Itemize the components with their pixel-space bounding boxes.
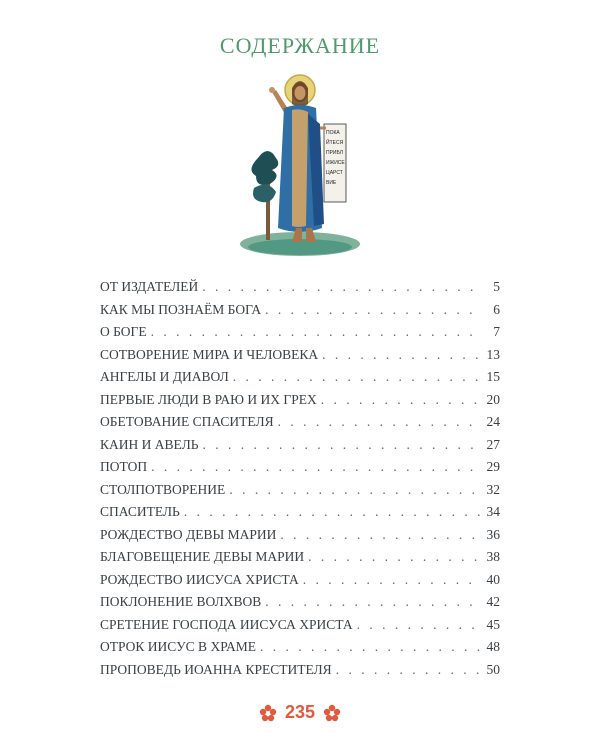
dot-leader xyxy=(151,456,482,479)
toc-entry[interactable] xyxy=(100,344,500,367)
toc-entry-title: СПАСИТЕЛЬ xyxy=(100,504,180,519)
toc-entry-page: 32 xyxy=(486,481,500,497)
dot-leader xyxy=(202,276,482,299)
dot-leader xyxy=(265,591,482,614)
dot-leader xyxy=(229,479,482,502)
dot-leader xyxy=(321,389,482,412)
table-of-contents xyxy=(100,276,500,681)
svg-text:ПОКА: ПОКА xyxy=(326,130,340,136)
toc-entry[interactable] xyxy=(100,569,500,592)
toc-entry-page: 50 xyxy=(486,661,500,677)
toc-entry-page: 36 xyxy=(486,526,500,542)
toc-entry[interactable] xyxy=(100,276,500,299)
dot-leader xyxy=(280,524,482,547)
dot-leader xyxy=(260,636,482,659)
toc-entry-page: 7 xyxy=(493,324,500,339)
toc-entry-title: ПРОПОВЕДЬ ИОАННА КРЕСТИТЕЛЯ xyxy=(100,661,332,677)
toc-entry-title: ОТРОК ИИСУС В ХРАМЕ xyxy=(100,639,256,654)
toc-entry-title: ОБЕТОВАНИЕ СПАСИТЕЛЯ xyxy=(100,414,274,429)
dot-leader xyxy=(308,546,482,569)
toc-entry-page: 45 xyxy=(486,616,500,632)
flower-ornament-icon xyxy=(259,704,277,722)
toc-entry-page: 42 xyxy=(486,594,500,609)
svg-text:ИЖИСЕ: ИЖИСЕ xyxy=(326,160,345,166)
svg-text:ЦАРСТ: ЦАРСТ xyxy=(326,170,343,176)
toc-entry[interactable] xyxy=(100,659,500,682)
toc-entry[interactable] xyxy=(100,299,500,322)
toc-entry[interactable] xyxy=(100,591,500,614)
toc-entry-page: 29 xyxy=(486,459,500,474)
toc-entry-page: 27 xyxy=(486,436,500,452)
toc-entry[interactable] xyxy=(100,636,500,659)
toc-entry-title: СОТВОРЕНИЕ МИРА И ЧЕЛОВЕКА xyxy=(100,346,319,362)
toc-entry[interactable] xyxy=(100,411,500,434)
toc-entry-title: РОЖДЕСТВО ИИСУСА ХРИСТА xyxy=(100,571,299,587)
toc-entry-page: 6 xyxy=(493,301,500,317)
toc-entry-page: 5 xyxy=(493,279,500,294)
toc-entry-title: БЛАГОВЕЩЕНИЕ ДЕВЫ МАРИИ xyxy=(100,549,305,564)
toc-entry-title: КАК МЫ ПОЗНАЁМ БОГА xyxy=(100,301,262,317)
dot-leader xyxy=(303,569,482,592)
toc-entry-page: 15 xyxy=(486,369,500,384)
svg-text:ВИЕ: ВИЕ xyxy=(326,180,337,186)
toc-entry[interactable] xyxy=(100,479,500,502)
toc-entry[interactable] xyxy=(100,456,500,479)
toc-entry-title: СРЕТЕНИЕ ГОСПОДА ИИСУСА ХРИСТА xyxy=(100,616,353,632)
toc-entry[interactable] xyxy=(100,389,500,412)
flower-ornament-icon xyxy=(323,704,341,722)
toc-entry-title: ОТ ИЗДАТЕЛЕЙ xyxy=(100,279,199,294)
toc-entry-title: РОЖДЕСТВО ДЕВЫ МАРИИ xyxy=(100,526,277,542)
page-footer xyxy=(0,702,600,723)
toc-entry-page: 48 xyxy=(486,639,500,654)
toc-entry-title: ПЕРВЫЕ ЛЮДИ В РАЮ И ИХ ГРЕХ xyxy=(100,391,317,407)
toc-entry[interactable] xyxy=(100,366,500,389)
dot-leader xyxy=(278,411,482,434)
page-number: 235 xyxy=(284,702,316,722)
toc-entry[interactable] xyxy=(100,614,500,637)
toc-entry[interactable] xyxy=(100,546,500,569)
toc-entry-title: АНГЕЛЫ И ДИАВОЛ xyxy=(100,369,229,384)
toc-entry-title: ПОТОП xyxy=(100,459,148,474)
toc-entry-title: СТОЛПОТВОРЕНИЕ xyxy=(100,481,226,497)
toc-entry[interactable] xyxy=(100,434,500,457)
dot-leader xyxy=(184,501,482,524)
saint-john-baptist-icon xyxy=(236,68,364,260)
toc-entry-page: 20 xyxy=(486,391,500,407)
toc-entry-page: 24 xyxy=(486,414,500,429)
toc-entry[interactable] xyxy=(100,524,500,547)
dot-leader xyxy=(265,299,482,322)
dot-leader xyxy=(233,366,482,389)
svg-text:ЙТЕСЯ: ЙТЕСЯ xyxy=(326,140,344,146)
svg-text:ПРИБЛ: ПРИБЛ xyxy=(326,150,344,156)
dot-leader xyxy=(202,434,482,457)
dot-leader xyxy=(151,321,482,344)
toc-entry-title: О БОГЕ xyxy=(100,324,147,339)
toc-entry-page: 40 xyxy=(486,571,500,587)
dot-leader xyxy=(336,659,482,682)
toc-entry-page: 34 xyxy=(486,504,500,519)
page-title: СОДЕРЖАНИЕ xyxy=(219,33,381,58)
dot-leader xyxy=(357,614,482,637)
dot-leader xyxy=(322,344,482,367)
toc-entry[interactable] xyxy=(100,321,500,344)
toc-entry-page: 38 xyxy=(486,549,500,564)
toc-entry[interactable] xyxy=(100,501,500,524)
toc-entry-page: 13 xyxy=(486,346,500,362)
toc-entry-title: КАИН И АВЕЛЬ xyxy=(100,436,199,452)
toc-entry-title: ПОКЛОНЕНИЕ ВОЛХВОВ xyxy=(100,594,262,609)
